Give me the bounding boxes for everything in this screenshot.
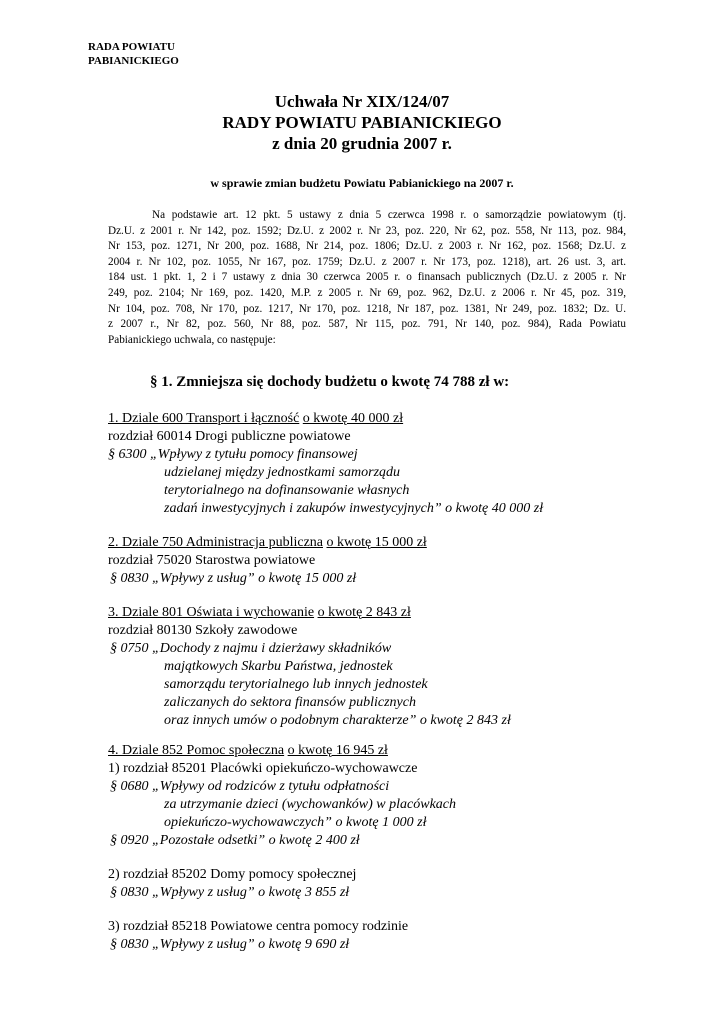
resolution-title <box>0 91 724 154</box>
section-education <box>108 604 668 730</box>
paragraph-item: oraz innych umów o podobnym charakterze” o kwotę 2 843 zł <box>164 713 511 728</box>
section-transport <box>108 410 668 518</box>
paragraph-item: za utrzymanie dzieci (wychowanków) w placówkach <box>164 797 457 812</box>
preamble-line: z 2007 r., Nr 82, poz. 560, Nr 88, poz. 587, Nr 115, poz. 791, Nr 140, poz. 984), Rada Powiatu <box>108 318 626 331</box>
resolution-date: z dnia 20 grudnia 2007 r. <box>272 134 452 153</box>
subsection-family-centres <box>108 918 668 954</box>
issuer-line: PABIANICKIEGO <box>88 55 179 67</box>
issuer-block <box>88 40 179 68</box>
preamble-line: 2004 r. Nr 102, poz. 1055, Nr 167, poz. 1759; Dz.U. z 2007 r. Nr 173, poz. 1218), art. 26 ust. 3, art. <box>108 255 626 268</box>
section-title: 4. Dziale 852 Pomoc społeczna <box>108 743 285 758</box>
preamble-line: Nr 153, poz. 1271, Nr 200, poz. 1688, Nr 214, poz. 1806; Dz.U. z 2003 r. Nr 162, poz. 1568; Dz.U. z <box>108 240 626 253</box>
section-heading <box>108 410 668 428</box>
section-title: 2. Dziale 750 Administracja publiczna <box>108 535 323 550</box>
paragraph-item: opiekuńczo-wychowawczych” o kwotę 1 000 zł <box>164 815 427 830</box>
section-social-welfare <box>108 742 668 850</box>
preamble-line: Dz.U. z 2001 r. Nr 142, poz. 1592; Dz.U. z 2002 r. Nr 23, poz. 220, Nr 62, poz. 558, Nr 113, poz. 984, <box>108 224 626 237</box>
paragraph-item: § 6300 „Wpływy z tytułu pomocy finansowej <box>108 447 358 462</box>
paragraph-item: samorządu terytorialnego lub innych jednostek <box>164 677 428 692</box>
paragraph-item: udzielanej między jednostkami samorządu <box>164 465 401 480</box>
rozdzial-line: 1) rozdział 85201 Placówki opiekuńczo-wychowawcze <box>108 761 418 776</box>
section-amount: o kwotę 16 945 zł <box>287 743 388 758</box>
section-amount: o kwotę 40 000 zł <box>302 411 404 426</box>
preamble-line: 249, poz. 2104; Nr 169, poz. 1420, M.P. z 2005 r. Nr 69, poz. 962, Dz.U. z 2006 r. Nr 45, poz. 319, <box>108 286 626 299</box>
paragraph-item: zaliczanych do sektora finansów publicznych <box>164 695 416 710</box>
preamble-line: Pabianickiego uchwala, co następuje: <box>108 333 276 346</box>
paragraph-item: zadań inwestycyjnych i zakupów inwestycyjnych” o kwotę 40 000 zł <box>164 501 544 516</box>
paragraph-heading: § 1. Zmniejsza się dochody budżetu o kwotę 74 788 zł w: <box>150 374 510 390</box>
resolution-number: Uchwała Nr XIX/124/07 <box>274 92 450 111</box>
rozdzial-line: 2) rozdział 85202 Domy pomocy społecznej <box>108 867 357 882</box>
paragraph-item: § 0830 „Wpływy z usług” o kwotę 9 690 zł <box>110 937 350 952</box>
rozdzial-line: 3) rozdział 85218 Powiatowe centra pomocy rodzinie <box>108 919 409 934</box>
paragraph-item: majątkowych Skarbu Państwa, jednostek <box>164 659 393 674</box>
section-amount: o kwotę 2 843 zł <box>317 605 411 620</box>
section-heading <box>108 534 668 552</box>
section-title: 3. Dziale 801 Oświata i wychowanie <box>108 605 315 620</box>
subsection-nursing-homes <box>108 866 668 902</box>
preamble-line: Na podstawie art. 12 pkt. 5 ustawy z dnia 5 czerwca 1998 r. o samorządzie powiatowym (tj. <box>152 209 626 221</box>
issuer-line: RADA POWIATU <box>88 41 175 53</box>
section-administration <box>108 534 668 588</box>
paragraph-item: § 0830 „Wpływy z usług” o kwotę 3 855 zł <box>110 885 350 900</box>
preamble-line: Nr 104, poz. 708, Nr 170, poz. 1217, Nr 170, poz. 1218, Nr 187, poz. 1381, Nr 249, poz. 1832; Dz. U. <box>108 302 626 315</box>
rozdzial-line: rozdział 60014 Drogi publiczne powiatowe <box>108 429 351 444</box>
rozdzial-line: rozdział 80130 Szkoły zawodowe <box>108 623 298 638</box>
paragraph-item: terytorialnego na dofinansowanie własnych <box>164 483 410 498</box>
paragraph-item: § 0920 „Pozostałe odsetki” o kwotę 2 400 zł <box>110 833 360 848</box>
rozdzial-line: rozdział 75020 Starostwa powiatowe <box>108 553 316 568</box>
paragraph-item: § 0680 „Wpływy od rodziców z tytułu odpłatności <box>110 779 390 794</box>
section-title: 1. Dziale 600 Transport i łączność <box>108 411 300 426</box>
section-amount: o kwotę 15 000 zł <box>326 535 427 550</box>
resolution-subject: w sprawie zmian budżetu Powiatu Pabianickiego na 2007 r. <box>210 176 514 190</box>
section-heading <box>108 742 668 760</box>
council-name: RADY POWIATU PABIANICKIEGO <box>222 113 502 132</box>
section-heading <box>108 604 668 622</box>
preamble-line: 184 ust. 1 pkt. 1, 2 i 7 ustawy z dnia 30 czerwca 2005 r. o finansach publicznych (Dz.U. z 2005 r. Nr <box>108 271 626 284</box>
preamble <box>108 208 626 348</box>
paragraph-item: § 0750 „Dochody z najmu i dzierżawy składników <box>110 641 392 656</box>
paragraph-item: § 0830 „Wpływy z usług” o kwotę 15 000 zł <box>110 571 357 586</box>
